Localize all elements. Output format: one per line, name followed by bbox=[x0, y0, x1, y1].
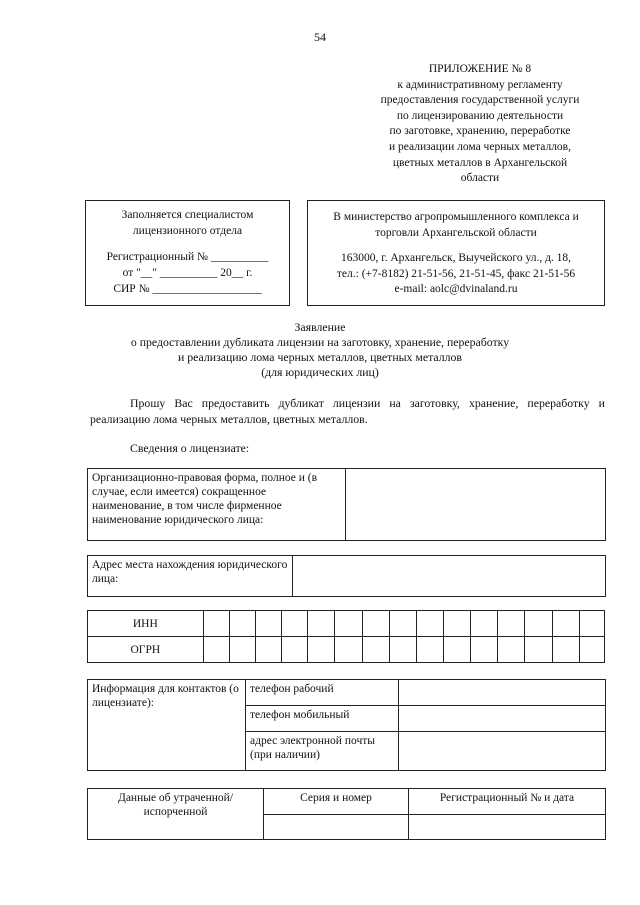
appendix-line: к административному регламенту bbox=[397, 78, 563, 91]
codes-table bbox=[87, 610, 605, 663]
inn-digit-cell[interactable] bbox=[416, 611, 443, 637]
mobile-phone-label: телефон мобильный bbox=[246, 706, 399, 732]
ogrn-digit-cell[interactable] bbox=[255, 637, 281, 663]
contacts-table bbox=[87, 679, 606, 771]
lost-license-table bbox=[87, 788, 606, 840]
inn-digit-cell[interactable] bbox=[579, 611, 604, 637]
ogrn-digit-cell[interactable] bbox=[552, 637, 579, 663]
application-subject-line1: о предоставлении дубликата лицензии на заготовку, хранение, переработку bbox=[130, 335, 510, 349]
ministry-name-line1: В министерство агропромышленного комплекса и bbox=[333, 211, 579, 223]
ogrn-digit-cell[interactable] bbox=[444, 637, 471, 663]
lost-license-label: Данные об утраченной/испорченной bbox=[88, 789, 264, 840]
org-form-input[interactable] bbox=[346, 469, 606, 541]
series-number-header: Серия и номер bbox=[264, 789, 409, 815]
ogrn-digit-cell[interactable] bbox=[498, 637, 525, 663]
registration-box-subtitle: лицензионного отдела bbox=[132, 225, 243, 237]
ogrn-digit-cell[interactable] bbox=[335, 637, 362, 663]
registration-number-field[interactable]: Регистрационный № __________ bbox=[106, 251, 269, 263]
ogrn-digit-cell[interactable] bbox=[471, 637, 498, 663]
registration-box bbox=[85, 200, 290, 306]
inn-digit-cell[interactable] bbox=[229, 611, 255, 637]
ministry-box bbox=[307, 200, 605, 306]
inn-digit-cell[interactable] bbox=[552, 611, 579, 637]
request-paragraph bbox=[90, 395, 605, 427]
ogrn-digit-cell[interactable] bbox=[308, 637, 335, 663]
ogrn-digit-cell[interactable] bbox=[416, 637, 443, 663]
ogrn-digit-cell[interactable] bbox=[525, 637, 552, 663]
ogrn-digit-cell[interactable] bbox=[229, 637, 255, 663]
ministry-name-line2: торговли Архангельской области bbox=[375, 227, 537, 239]
email-input[interactable] bbox=[399, 732, 606, 771]
appendix-line: предоставления государственной услуги bbox=[380, 94, 580, 107]
registration-date-field[interactable]: от "__" __________ 20__ г. bbox=[122, 267, 253, 279]
ogrn-digit-cell[interactable] bbox=[389, 637, 416, 663]
inn-digit-cell[interactable] bbox=[308, 611, 335, 637]
inn-digit-cell[interactable] bbox=[255, 611, 281, 637]
application-title: Заявление bbox=[294, 320, 346, 334]
inn-digit-cell[interactable] bbox=[203, 611, 229, 637]
page-number: 54 bbox=[314, 30, 326, 44]
inn-digit-cell[interactable] bbox=[335, 611, 362, 637]
ogrn-digit-cell[interactable] bbox=[362, 637, 389, 663]
org-form-label: Организационно-правовая форма, полное и (в случае, если имеется) сокращенное наименование, в том числе фирменное наименование юридического лица: bbox=[88, 469, 346, 541]
ministry-email: e-mail: aolc@dvinaland.ru bbox=[394, 283, 518, 295]
appendix-header bbox=[330, 62, 630, 187]
inn-digit-cell[interactable] bbox=[362, 611, 389, 637]
address-input[interactable] bbox=[293, 556, 606, 597]
address-label: Адрес места нахождения юридического лица: bbox=[88, 556, 293, 597]
inn-digit-cell[interactable] bbox=[525, 611, 552, 637]
series-number-input[interactable] bbox=[264, 814, 409, 840]
appendix-line: и реализации лома черных металлов, bbox=[389, 140, 571, 153]
application-title-block bbox=[0, 320, 640, 380]
appendix-line: области bbox=[460, 172, 500, 185]
application-subject-line3: (для юридических лиц) bbox=[261, 365, 379, 379]
inn-digit-cell[interactable] bbox=[282, 611, 308, 637]
ministry-phones: тел.: (+7-8182) 21-51-56, 21-51-45, факс 21-51-56 bbox=[336, 267, 576, 280]
email-label: адрес электронной почты (при наличии) bbox=[246, 732, 399, 771]
inn-digit-cell[interactable] bbox=[444, 611, 471, 637]
inn-digit-cell[interactable] bbox=[498, 611, 525, 637]
mobile-phone-input[interactable] bbox=[399, 706, 606, 732]
work-phone-input[interactable] bbox=[399, 680, 606, 706]
inn-digit-cell[interactable] bbox=[389, 611, 416, 637]
ogrn-label: ОГРН bbox=[88, 637, 204, 663]
org-form-table bbox=[87, 468, 606, 541]
appendix-line: по заготовке, хранению, переработке bbox=[389, 125, 571, 138]
ogrn-digit-cell[interactable] bbox=[203, 637, 229, 663]
request-text: Прошу Вас предоставить дубликат лицензии на заготовку, хранение, переработку и реализацию лома черных металлов, цветных металлов. bbox=[90, 396, 605, 426]
reg-number-date-header: Регистрационный № и дата bbox=[409, 789, 606, 815]
inn-digit-cell[interactable] bbox=[471, 611, 498, 637]
ministry-address: 163000, г. Архангельск, Выучейского ул., д. 18, bbox=[340, 252, 572, 264]
appendix-line: ПРИЛОЖЕНИЕ № 8 bbox=[428, 63, 532, 75]
inn-label: ИНН bbox=[88, 611, 204, 637]
sir-number-field[interactable]: СИР № ___________________ bbox=[113, 283, 262, 295]
reg-number-date-input[interactable] bbox=[409, 814, 606, 840]
ogrn-digit-cell[interactable] bbox=[579, 637, 604, 663]
appendix-line: цветных металлов в Архангельской bbox=[392, 156, 568, 169]
licensee-section-label: Сведения о лицензиате: bbox=[130, 441, 250, 455]
contacts-label: Информация для контактов (о лицензиате): bbox=[88, 680, 246, 771]
ogrn-digit-cell[interactable] bbox=[282, 637, 308, 663]
appendix-line: по лицензированию деятельности bbox=[396, 109, 564, 122]
work-phone-label: телефон рабочий bbox=[246, 680, 399, 706]
address-table bbox=[87, 555, 606, 597]
registration-box-title: Заполняется специалистом bbox=[121, 209, 254, 221]
application-subject-line2: и реализацию лома черных металлов, цветных металлов bbox=[177, 350, 462, 364]
